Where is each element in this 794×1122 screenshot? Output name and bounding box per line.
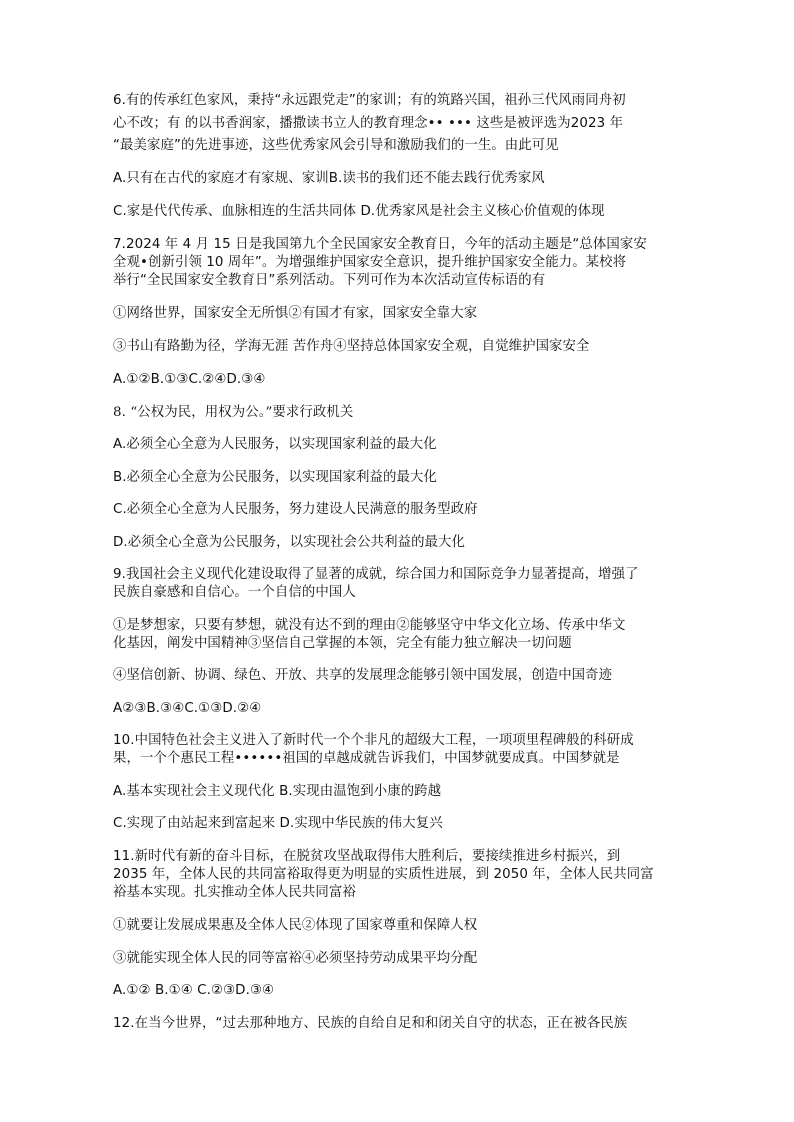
q10-options-cd: C.实现了由站起来到富起来 D.实现中华民族的伟大复兴	[113, 816, 443, 831]
q7-line-2: 全观•创新引领 10 周年”。为增强维护国家安全意识，提升维护国家安全能力。某校将	[113, 255, 627, 270]
q10-line-2: 果，一个个惠民工程••••••祖国的卓越成就告诉我们，中国梦就要成真。中国梦就是	[113, 751, 620, 766]
q7-statements-12: ①网络世界，国家安全无所惧②有国才有家，国家安全靠大家	[113, 306, 478, 321]
q9-line-1: 9.我国社会主义现代化建设取得了显著的成就，综合国力和国际竞争力显著提高，增强了	[113, 567, 639, 582]
q11-line-2: 2035 年，全体人民的共同富裕取得更为明显的实质性进展，到 2050 年，全体人民共同富	[113, 867, 654, 882]
q6-options-ab: A.只有在古代的家庭才有家规、家训B.读书的我们还不能去践行优秀家风	[113, 171, 545, 186]
q7-statements-34: ③书山有路勤为径，学海无涯 苦作舟④坚持总体国家安全观，自觉维护国家安全	[113, 339, 590, 354]
q8-option-b: B.必须全心全意为公民服务，以实现国家利益的最大化	[113, 470, 437, 485]
q6-line-1: 6.有的传承红色家风，秉持“永远跟党走”的家训；有的筑路兴国，祖孙三代风雨同舟初	[113, 93, 626, 108]
q9-statements-line-1: ①是梦想家，只要有梦想，就没有达不到的理由②能够坚守中华文化立场、传承中华文	[113, 618, 626, 633]
q11-statements-12: ①就要让发展成果惠及全体人民②体现了国家尊重和保障人权	[113, 918, 478, 933]
q6-line-3: “最美家庭”的先进事迹，这些优秀家风会引导和激励我们的一生。由此可见	[113, 138, 559, 153]
q7-options: A.①②B.①③C.②④D.③④	[113, 372, 266, 387]
q11-line-1: 11.新时代有新的奋斗目标，在脱贫攻坚战取得伟大胜利后，要接续推进乡村振兴，到	[113, 849, 621, 864]
q11-line-3: 裕基本实现。扎实推动全体人民共同富裕	[113, 885, 356, 900]
q6-options-cd: C.家是代代传承、血脉相连的生活共同体 D.优秀家风是社会主义核心价值观的体现	[113, 204, 605, 219]
q9-options: A②③B.③④C.①③D.②④	[113, 701, 262, 716]
q9-statements-line-2: 化基因，阐发中国精神③坚信自己掌握的本领，完全有能力独立解决一切问题	[113, 636, 572, 651]
q11-statements-34: ③就能实现全体人民的同等富裕④必须坚持劳动成果平均分配	[113, 951, 478, 966]
q7-line-1: 7.2024 年 4 月 15 日是我国第九个全民国家安全教育日，今年的活动主题是“总体国家安	[113, 237, 647, 252]
q11-options: A.①② B.①④ C.②③D.③④	[113, 983, 275, 998]
q8-option-d: D.必须全心全意为公民服务，以实现社会公共利益的最大化	[113, 535, 466, 550]
q10-line-1: 10.中国特色社会主义进入了新时代一个个非凡的超级大工程，一项项里程碑般的科研成	[113, 733, 634, 748]
q6-line-2: 心不改；有 的以书香润家，播撒读书立人的教育理念•• ••• 这些是被评选为2023 年	[113, 116, 624, 131]
q8-option-c: C.必须全心全意为人民服务，努力建设人民满意的服务型政府	[113, 502, 478, 517]
q7-line-3: 举行“全民国家安全教育日”系列活动。下列可作为本次活动宣传标语的有	[113, 273, 546, 288]
q9-statement-4: ④坚信创新、协调、绿色、开放、共享的发展理念能够引领中国发展，创造中国奇迹	[113, 668, 613, 683]
q8-option-a: A.必须全心全意为人民服务，以实现国家利益的最大化	[113, 437, 437, 452]
q10-options-ab: A.基本实现社会主义现代化 B.实现由温饱到小康的跨越	[113, 784, 442, 799]
q12-line-1: 12.在当今世界，“过去那种地方、民族的自给自足和和闭关自守的状态，正在被各民族	[113, 1016, 628, 1031]
q8-stem: 8. “公权为民，用权为公。”要求行政机关	[113, 405, 354, 420]
q9-line-2: 民族自豪感和自信心。一个自信的中国人	[113, 585, 356, 600]
